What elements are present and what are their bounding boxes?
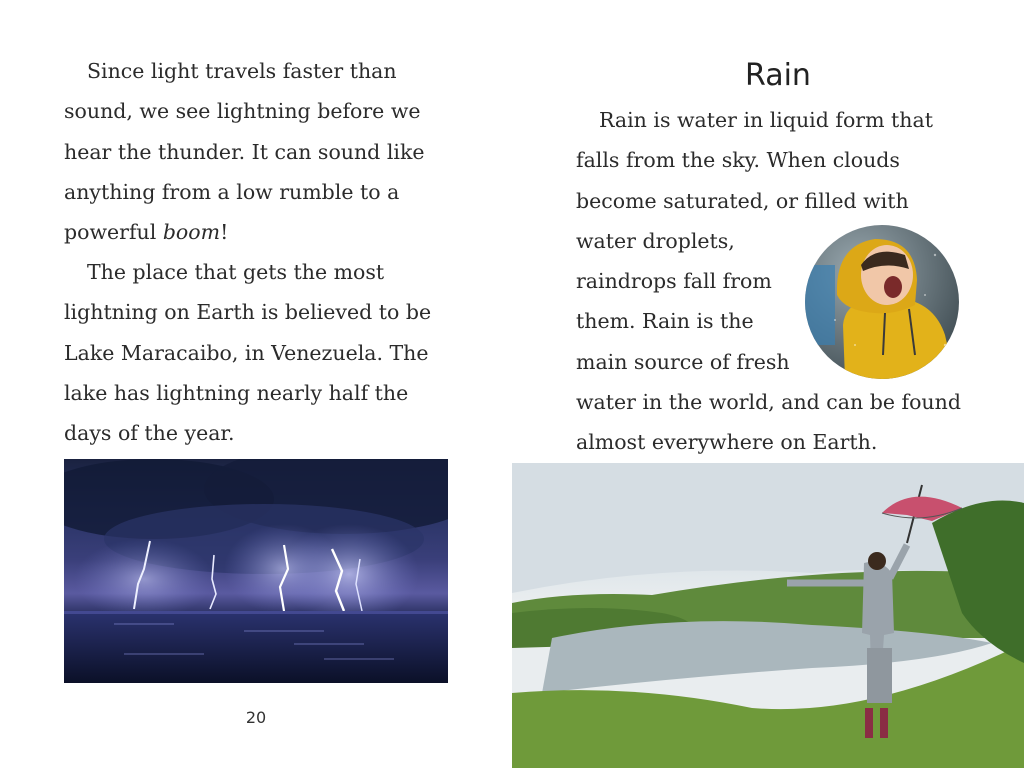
text-line: sound, we see lightning before we — [64, 99, 421, 124]
text-line: main source of fresh — [576, 349, 790, 374]
text-line: hear the thunder. It can sound like — [64, 139, 425, 164]
emphasis-boom: boom — [162, 220, 221, 245]
text-line: lightning on Earth is believed to be — [64, 300, 432, 325]
child-in-raincoat-photo — [805, 225, 959, 379]
person-with-umbrella-landscape-photo — [512, 463, 1024, 768]
text-line: raindrops fall from — [576, 269, 772, 294]
text-line: Rain is water in liquid form that — [599, 108, 933, 132]
text-line: powerful — [64, 220, 163, 245]
text-line: become saturated, or filled with — [576, 188, 909, 213]
text-line: falls from the sky. When clouds — [576, 148, 900, 173]
right-page — [512, 0, 1024, 768]
text-line: lake has lightning nearly half the — [64, 380, 409, 405]
page-number: 20 — [245, 708, 267, 727]
text-line: Lake Maracaibo, in Venezuela. The — [64, 340, 429, 365]
text-line: water in the world, and can be found — [576, 390, 961, 415]
text-line: water droplets, — [576, 228, 735, 253]
text-line: anything from a low rumble to a — [64, 179, 400, 204]
text-line: them. Rain is the — [576, 309, 754, 334]
paragraph-light-speed — [64, 51, 464, 252]
text-line: almost everywhere on Earth. — [576, 430, 878, 455]
text-line: Since light travels faster than — [87, 59, 397, 83]
text-line: The place that gets the most — [87, 260, 385, 284]
text-line: ! — [220, 220, 229, 245]
text-line: days of the year. — [64, 421, 235, 446]
paragraph-lake-maracaibo — [64, 252, 464, 453]
section-heading-rain: Rain — [745, 58, 811, 93]
lightning-over-lake-photo — [64, 459, 448, 683]
